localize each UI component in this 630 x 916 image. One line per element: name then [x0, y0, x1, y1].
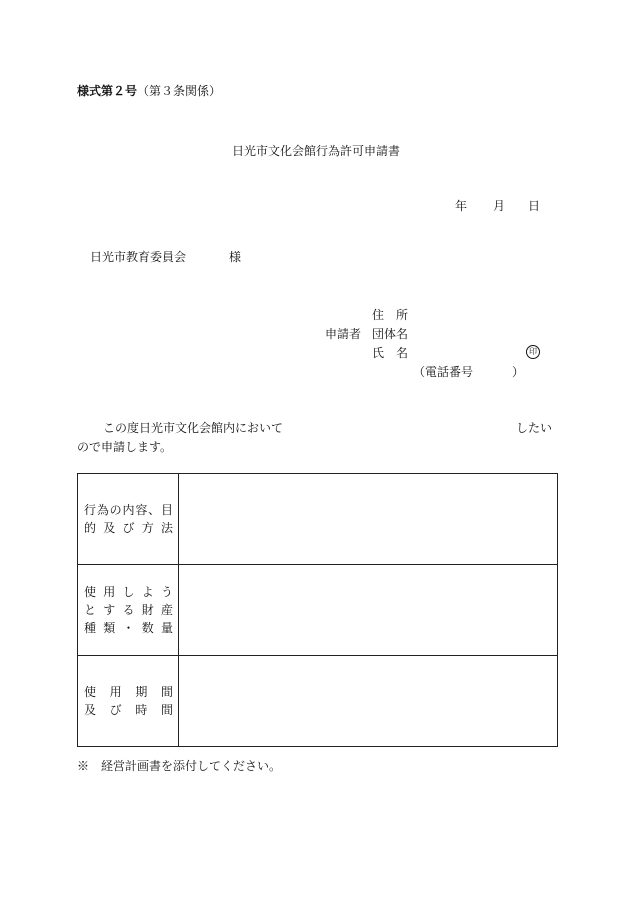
addressee-name: 日光市教育委員会	[90, 250, 187, 264]
table-row-purpose	[78, 474, 558, 565]
applicant-name-label: 氏 名	[372, 346, 409, 360]
label-line: と す る 財 産	[84, 603, 173, 617]
applicant-role-label: 申請者	[325, 327, 362, 341]
phone-close-paren: ）	[512, 365, 525, 379]
request-line1-prefix: この度日光市文化会館内において	[103, 421, 284, 435]
row-value-period[interactable]	[179, 656, 558, 747]
table-row-period	[78, 656, 558, 747]
application-table	[77, 473, 558, 747]
applicant-group-label: 団体名	[372, 327, 409, 341]
label-line: 使 用 し よ う	[84, 585, 173, 599]
date-month-label: 月	[493, 199, 506, 213]
addressee-honorific: 様	[229, 250, 242, 264]
row-value-property[interactable]	[179, 565, 558, 656]
row-label-period	[78, 656, 179, 747]
footnote: ※ 経営計画書を添付してください。	[77, 759, 282, 773]
row-value-purpose[interactable]	[179, 474, 558, 565]
label-line: 及 び 時 間	[84, 703, 173, 717]
form-number-line	[77, 82, 221, 99]
applicant-address-label: 住 所	[372, 308, 409, 322]
document-title: 日光市文化会館行為許可申請書	[232, 144, 401, 158]
request-line2: ので申請します。	[77, 440, 173, 454]
request-line1-suffix: したい	[516, 421, 553, 435]
seal-mark: 印	[526, 345, 540, 359]
label-line: 使 用 期 間	[84, 685, 173, 699]
label-line: 行 為 の 内 容 、 目	[84, 503, 173, 517]
phone-label: （電話番号	[413, 365, 474, 379]
table-row-property	[78, 565, 558, 656]
label-line: 的 及 び 方 法	[84, 521, 173, 535]
form-number: 様式第２号	[77, 84, 138, 98]
row-label-purpose	[78, 474, 179, 565]
form-related-article: （第３条関係）	[137, 84, 222, 98]
row-label-property	[78, 565, 179, 656]
label-line: 種 類 ・ 数 量	[84, 621, 173, 635]
date-year-label: 年	[455, 199, 468, 213]
date-day-label: 日	[528, 199, 541, 213]
